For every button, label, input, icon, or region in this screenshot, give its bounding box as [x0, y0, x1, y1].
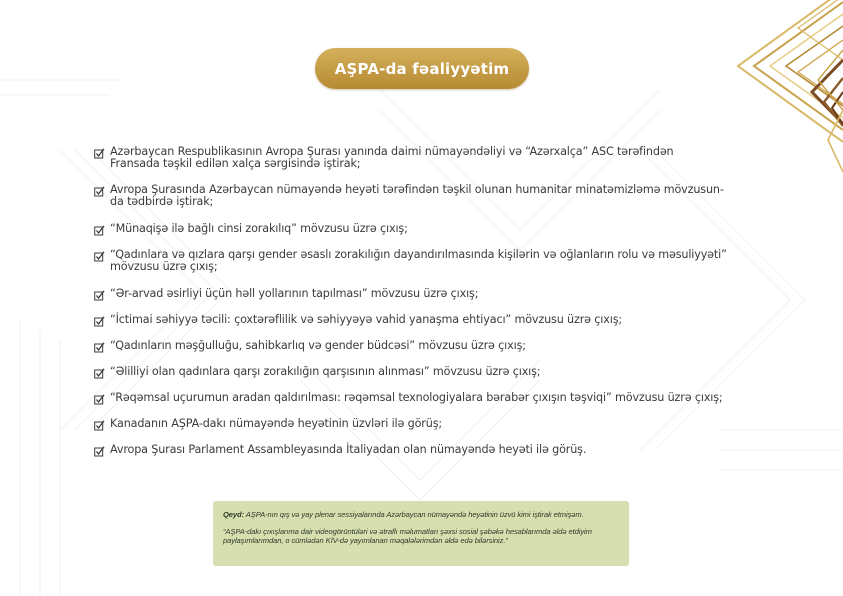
list-item-text	[110, 223, 408, 235]
list-item-line: “İctimai səhiyyə təcili: çoxtərəflilik və səhiyyəyə vahid yanaşma ehtiyacı” mövzusu üzrə çıxış;	[110, 313, 622, 326]
list-item-line: “Ər-arvad əsirliyi üçün həll yollarının tapılması” mövzusu üzrə çıxış;	[110, 287, 479, 300]
checkbox-tick-icon	[94, 251, 105, 262]
checkbox-tick-icon	[94, 394, 105, 405]
list-item	[94, 288, 478, 301]
list-item	[94, 418, 442, 431]
list-item-line: “Əlilliyi olan qadınlara qarşı zorakılığın qarşısının alınması” mövzusu üzrə çıxış;	[110, 365, 541, 378]
checkbox-tick-icon	[94, 186, 105, 197]
list-item	[94, 340, 526, 353]
list-item	[94, 223, 408, 236]
list-item	[94, 184, 724, 208]
list-item-line: da tədbirdə iştirak;	[110, 195, 214, 208]
note-quote-line: “AŞPA-dakı çıxışlarıma dair videogörüntüləri və ətraflı məlumatları şəxsi sosial şəbəkə hesablarımda əldə etdiyim	[223, 527, 592, 536]
checkbox-tick-icon	[94, 342, 105, 353]
list-item-text	[110, 444, 586, 456]
checkbox-tick-icon	[94, 148, 105, 159]
checkbox-tick-icon	[94, 446, 105, 457]
checkbox-tick-icon	[94, 225, 105, 236]
note-quote-line: paylaşımlarımdan, o cümlədən KİV-də yayımlanan məqalələrimdən əldə edə bilərsiniz.”	[223, 536, 508, 545]
list-item-text	[110, 314, 622, 326]
list-item-text	[110, 340, 526, 352]
list-item	[94, 366, 540, 379]
list-item-line: mövzusu üzrə çıxış;	[110, 260, 218, 273]
list-item-line: “Münaqişə ilə bağlı cinsi zorakılıq” mövzusu üzrə çıxış;	[110, 222, 408, 235]
checkbox-tick-icon	[94, 420, 105, 431]
list-item-text	[110, 184, 724, 208]
note-box	[213, 501, 629, 566]
list-item-line: Avropa Şurası Parlament Assambleyasında İtaliyadan olan nümayəndə heyəti ilə görüş.	[110, 443, 587, 456]
note-text: AŞPA-nın qış və yay plenar sessiyalarında Azərbaycan nümayəndə heyətinin üzvü kimi iştirak etmişəm.	[245, 510, 584, 519]
list-item-text	[110, 418, 442, 430]
list-item-text	[110, 392, 723, 404]
list-item-line: Fransada təşkil edilən xalça sərgisində iştirak;	[110, 157, 361, 170]
list-item-line: “Qadınlara və qızlara qarşı gender əsaslı zorakılığın dayandırılmasında kişilərin və oğlanların rolu və məsuliyyəti”	[110, 248, 727, 261]
list-item	[94, 249, 727, 273]
note-label: Qeyd:	[223, 510, 245, 519]
checkbox-tick-icon	[94, 290, 105, 301]
list-item-text	[110, 366, 540, 378]
list-item-line: Kanadanın AŞPA-dakı nümayəndə heyətinin üzvləri ilə görüş;	[110, 417, 442, 430]
corner-chevron-decoration	[728, 0, 843, 175]
list-item	[94, 146, 674, 170]
list-item-line: “Rəqəmsal uçurumun aradan qaldırılması: rəqəmsal texnologiyalara bərabər çıxışın təşviqi” mövzusu üzrə çıxış;	[110, 391, 723, 404]
checkbox-tick-icon	[94, 368, 105, 379]
list-item	[94, 314, 622, 327]
note-primary	[223, 510, 619, 519]
checkbox-tick-icon	[94, 316, 105, 327]
list-item-line: Azərbaycan Respublikasının Avropa Şurası yanında daimi nümayəndəliyi və “Azərxalça” ASC tərəfindən	[110, 145, 674, 158]
list-item-line: “Qadınların məşğulluğu, sahibkarlıq və gender büdcəsi” mövzusu üzrə çıxış;	[110, 339, 526, 352]
list-item-text	[110, 146, 674, 170]
list-item-line: Avropa Şurasında Azərbaycan nümayəndə heyəti tərəfindən təşkil olunan humanitar minatəmizləmə mövzusun-	[110, 183, 724, 196]
list-item	[94, 444, 586, 457]
section-title-badge	[315, 48, 529, 89]
list-item-text	[110, 288, 478, 300]
section-title: AŞPA-da fəaliyyətim	[334, 59, 510, 78]
note-spacer	[223, 519, 619, 527]
list-item	[94, 392, 723, 405]
list-item-text	[110, 249, 727, 273]
